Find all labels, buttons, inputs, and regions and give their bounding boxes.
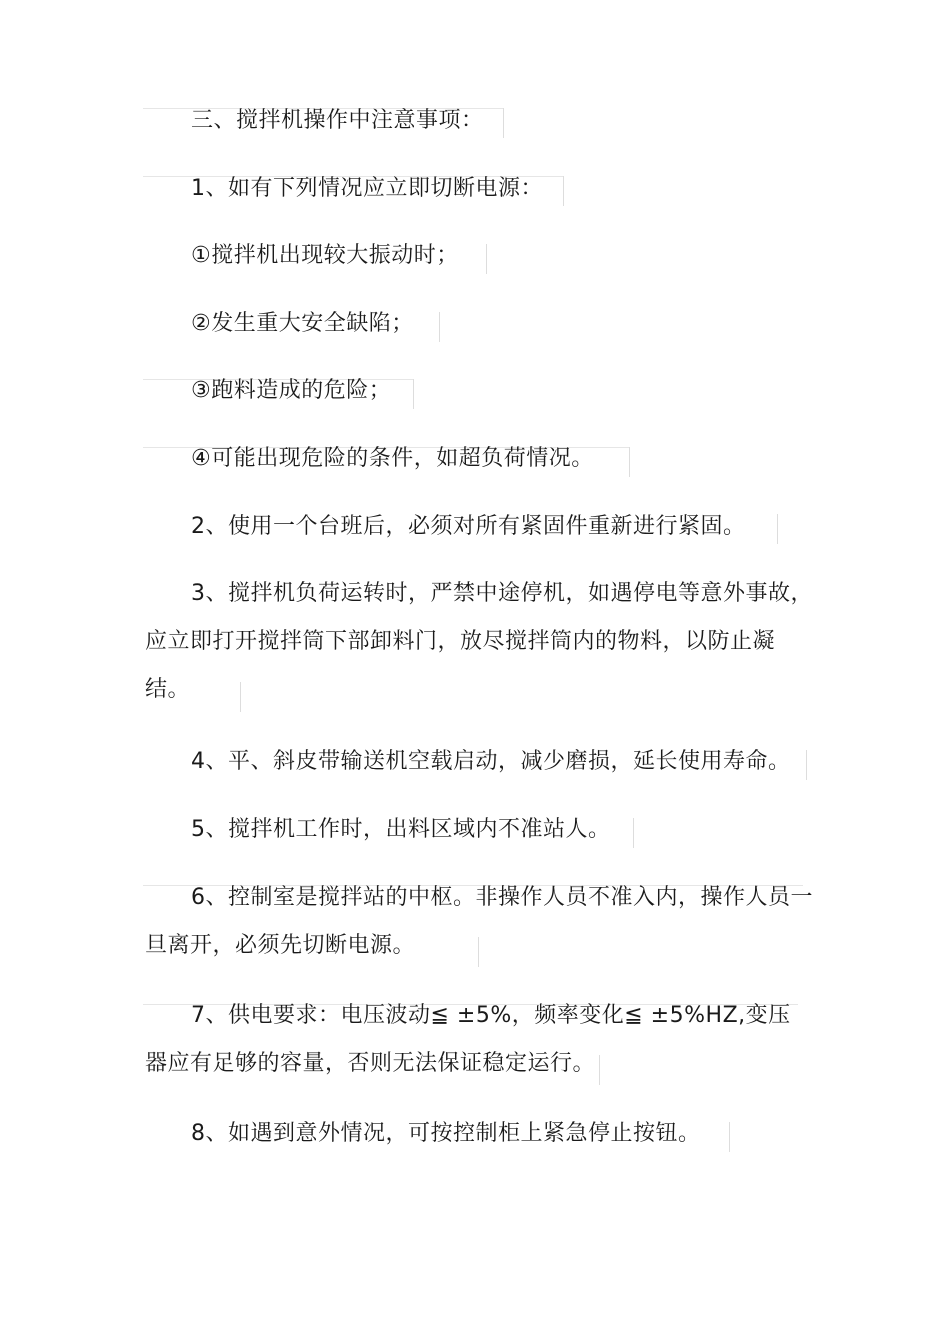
paragraph-item-4: 4、平、斜皮带输送机空载启动，减少磨损，延长使用寿命。 xyxy=(191,749,791,774)
sub-item-1: ①搅拌机出现较大振动时； xyxy=(191,243,459,268)
paragraph-item-3: 3、搅拌机负荷运转时，严禁中途停机，如遇停电等意外事故，应立即打开搅拌筒下部卸料门，放尽搅拌筒内的物料，以防止凝结。 xyxy=(145,581,813,702)
sub-item-4: ④可能出现危险的条件，如超负荷情况。 xyxy=(191,446,594,471)
paragraph-item-5: 5、搅拌机工作时，出料区域内不准站人。 xyxy=(191,817,611,842)
paragraph-item-6: 6、控制室是搅拌站的中枢。非操作人员不准入内，操作人员一旦离开，必须先切断电源。 xyxy=(145,885,813,958)
section-heading: 三、搅拌机操作中注意事项： xyxy=(191,108,484,133)
paragraph-item-7: 7、供电要求：电压波动≦ ±5%，频率变化≦ ±5%HZ,变压器应有足够的容量，否则无法保证稳定运行。 xyxy=(145,1003,791,1076)
sub-item-3: ③跑料造成的危险； xyxy=(191,378,392,403)
paragraph-item-1: 1、如有下列情况应立即切断电源： xyxy=(191,176,543,201)
sub-item-2: ②发生重大安全缺陷； xyxy=(191,311,414,336)
paragraph-item-8: 8、如遇到意外情况，可按控制柜上紧急停止按钮。 xyxy=(191,1121,701,1146)
paragraph-item-2: 2、使用一个台班后，必须对所有紧固件重新进行紧固。 xyxy=(191,514,746,539)
